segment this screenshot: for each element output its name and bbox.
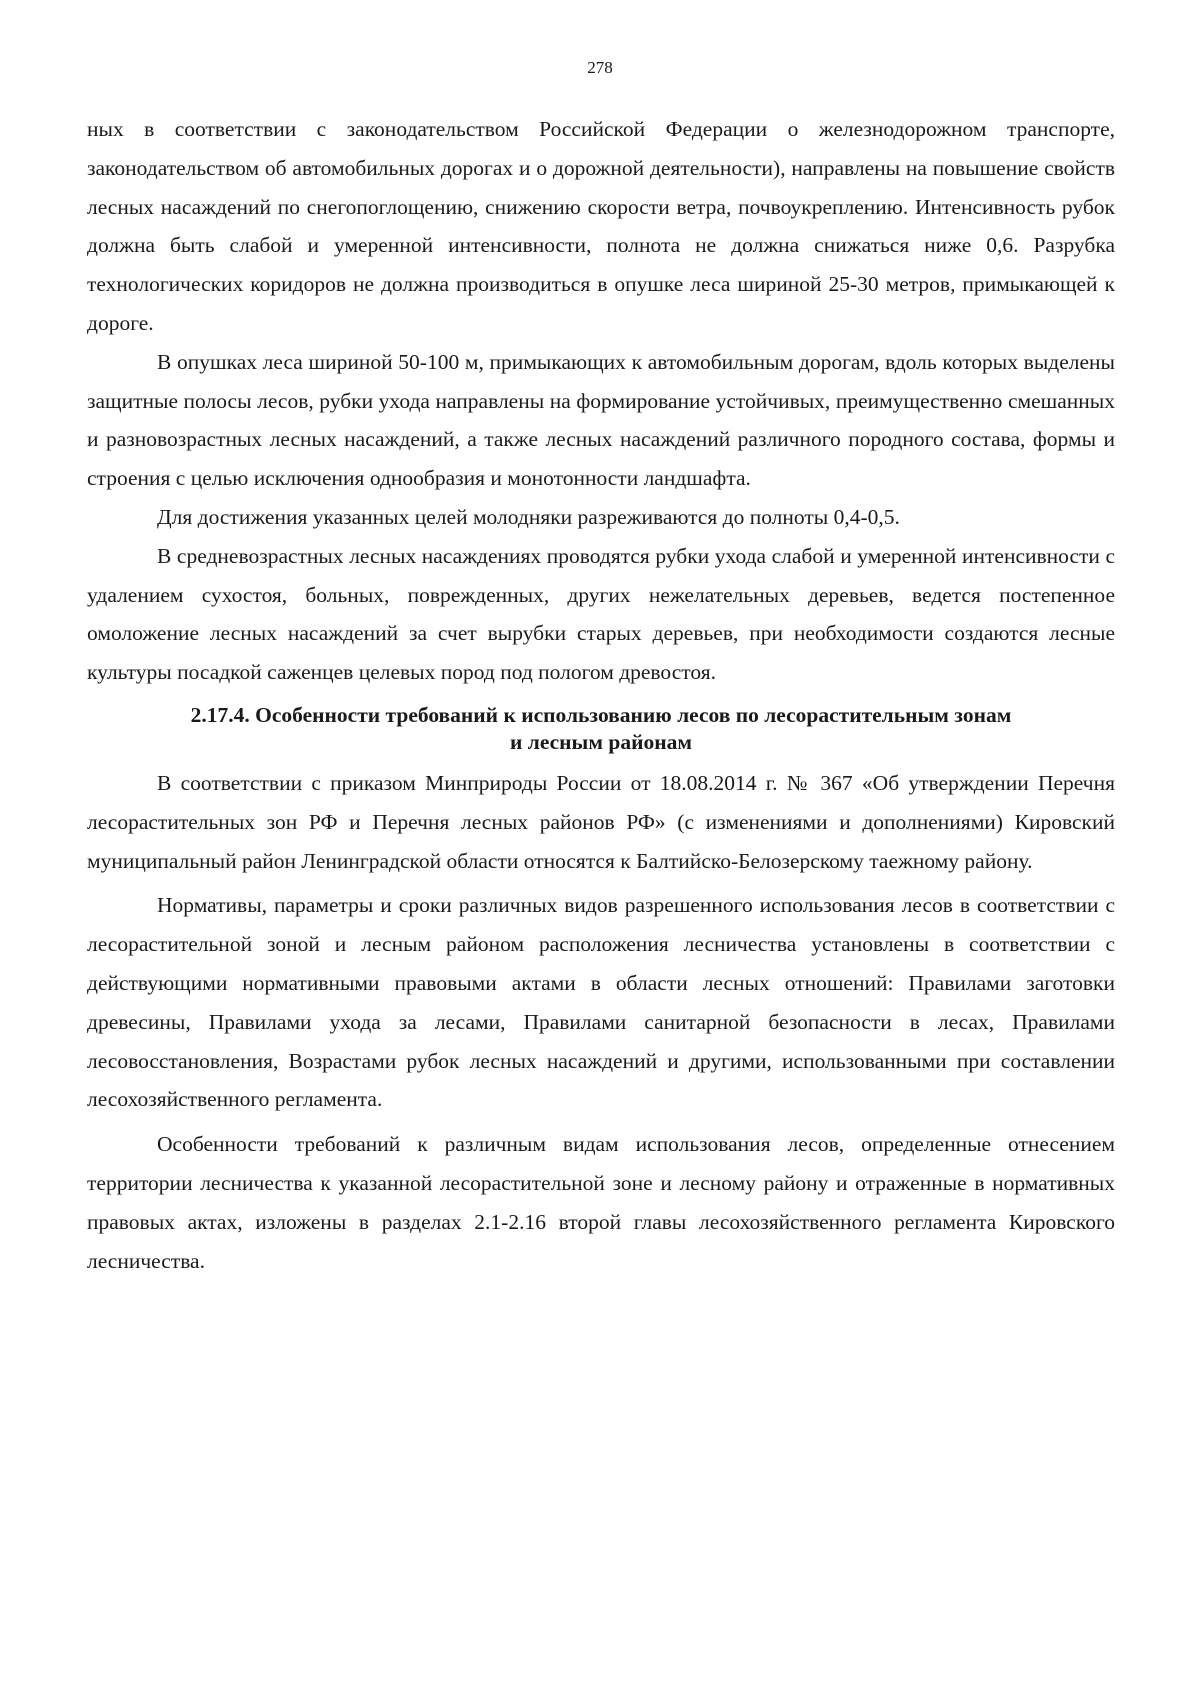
page-number: 278 [587, 58, 613, 77]
paragraph-young-stands: Для достижения указанных целей молодняки разреживаются до полноты 0,4-0,5. [157, 504, 900, 529]
section-heading-line-1: 2.17.4. Особенности требований к использованию лесов по лесорастительным зонам [190, 702, 1012, 727]
section-heading-line-2: и лесным районам [510, 729, 692, 754]
paragraph-norms: Нормативы, параметры и сроки различных видов разрешенного использования лесов в соответствии с лесорастительной зоной и лесным районом расположения лесничества установлены в соответствии с действующими нормативными правовыми актами в области лесных отношений: Правилами заготовки древесины, Правилами ухода за лесами, Правилами санитарной безопасности в лесах, Правилами лесовосстановления, Возрастами рубок лесных насаждений и другими, использованными при составлении лесохозяйственного регламента. [87, 893, 1115, 1112]
paragraph-features: Особенности требований к различным видам использования лесов, определенные отнесением территории лесничества к указанной лесорастительной зоне и лесному району и отраженные в нормативных правовых актах, изложены в разделах 2.1-2.16 второй главы лесохозяйственного регламента Кировского лесничества. [87, 1132, 1115, 1273]
page-content [87, 110, 1115, 1280]
section-heading [87, 702, 1115, 756]
paragraph-continuation: ных в соответствии с законодательством Российской Федерации о железнодорожном транспорте, законодательством об автомобильных дорогах и о дорожной деятельности), направлены на повышение свойств лесных насаждений по снегопоглощению, снижению скорости ветра, почвоукреплению. Интенсивность рубок должна быть слабой и умеренной интенсивности, полнота не должна снижаться ниже 0,6. Разрубка технологических коридоров не должна производиться в опушке леса шириной 25-30 метров, примыкающей к дороге. [87, 117, 1115, 335]
paragraph-edge-forests: В опушках леса шириной 50-100 м, примыкающих к автомобильным дорогам, вдоль которых выделены защитные полосы лесов, рубки ухода направлены на формирование устойчивых, преимущественно смешанных и разновозрастных лесных насаждений, а также лесных насаждений различного породного состава, формы и строения с целью исключения однообразия и монотонности ландшафта. [87, 349, 1115, 491]
paragraph-middle-aged-stands: В средневозрастных лесных насаждениях проводятся рубки ухода слабой и умеренной интенсивности с удалением сухостоя, больных, поврежденных, других нежелательных деревьев, ведется постепенное омоложение лесных насаждений за счет вырубки старых деревьев, при необходимости создаются лесные культуры посадкой саженцев целевых пород под пологом древостоя. [87, 543, 1115, 685]
paragraph-order-reference: В соответствии с приказом Минприроды России от 18.08.2014 г. № 367 «Об утверждении Перечня лесорастительных зон РФ и Перечня лесных районов РФ» (с изменениями и дополнениями) Кировский муниципальный район Ленинградской области относятся к Балтийско-Белозерскому таежному району. [87, 770, 1115, 873]
